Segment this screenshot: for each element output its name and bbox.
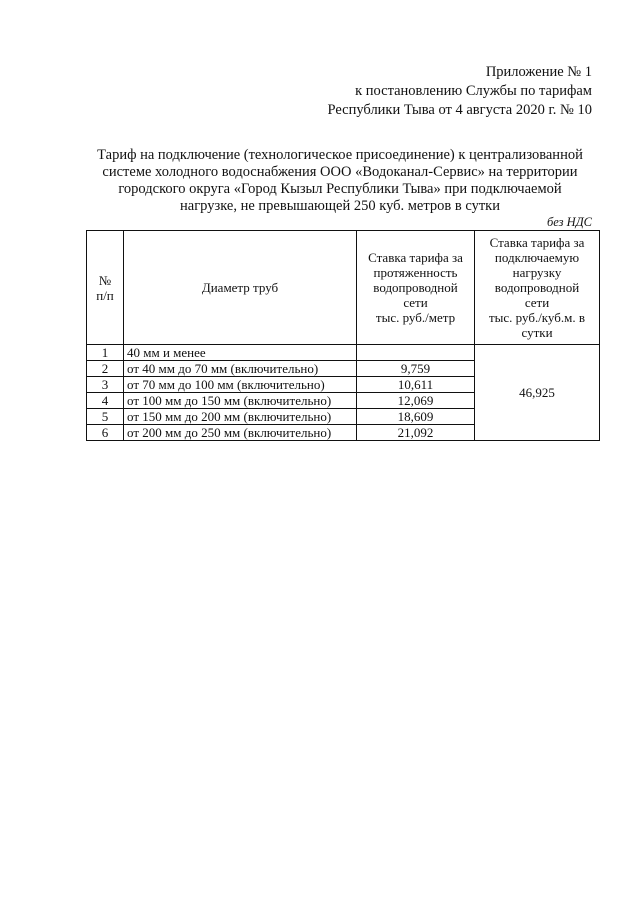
table-row xyxy=(87,345,600,361)
row-diameter: от 100 мм до 150 мм (включительно) xyxy=(124,393,357,409)
appendix-number: Приложение № 1 xyxy=(485,64,592,80)
appendix-resolution-date: Республики Тыва от 4 августа 2020 г. № 10 xyxy=(327,102,592,118)
header-rate-length: Ставка тарифа за протяженность водопроводной сети тыс. руб./метр xyxy=(357,231,475,345)
row-diameter: от 200 мм до 250 мм (включительно) xyxy=(124,425,357,441)
row-rate-length: 12,069 xyxy=(357,393,475,409)
title-line: нагрузке, не превышающей 250 куб. метров в сутки xyxy=(180,198,500,214)
vat-note: без НДС xyxy=(547,215,592,229)
row-diameter: от 70 мм до 100 мм (включительно) xyxy=(124,377,357,393)
appendix-resolution-ref: к постановлению Службы по тарифам xyxy=(355,83,592,99)
title-line: Тариф на подключение (технологическое присоединение) к централизованной xyxy=(97,147,583,163)
rate-load-value: 46,925 xyxy=(475,345,600,441)
title-line: системе холодного водоснабжения ООО «Водоканал-Сервис» на территории xyxy=(102,164,578,180)
header-diameter: Диаметр труб xyxy=(124,231,357,345)
row-number: 5 xyxy=(87,409,124,425)
title-line: городского округа «Город Кызыл Республики Тыва» при подключаемой xyxy=(118,181,562,197)
row-rate-length: 9,759 xyxy=(357,361,475,377)
table-header-row xyxy=(87,231,600,345)
row-number: 1 xyxy=(87,345,124,361)
document-title xyxy=(60,147,620,215)
row-number: 2 xyxy=(87,361,124,377)
row-number: 6 xyxy=(87,425,124,441)
row-diameter: от 150 мм до 200 мм (включительно) xyxy=(124,409,357,425)
row-number: 3 xyxy=(87,377,124,393)
row-rate-length: 10,611 xyxy=(357,377,475,393)
tariff-table xyxy=(86,230,600,441)
row-diameter: 40 мм и менее xyxy=(124,345,357,361)
appendix-header xyxy=(328,63,593,120)
row-diameter: от 40 мм до 70 мм (включительно) xyxy=(124,361,357,377)
header-num: № п/п xyxy=(87,231,124,345)
row-rate-length: 18,609 xyxy=(357,409,475,425)
row-rate-length xyxy=(357,345,475,361)
row-number: 4 xyxy=(87,393,124,409)
header-rate-load: Ставка тарифа за подключаемую нагрузку водопроводной сети тыс. руб./куб.м. в сутки xyxy=(475,231,600,345)
row-rate-length: 21,092 xyxy=(357,425,475,441)
